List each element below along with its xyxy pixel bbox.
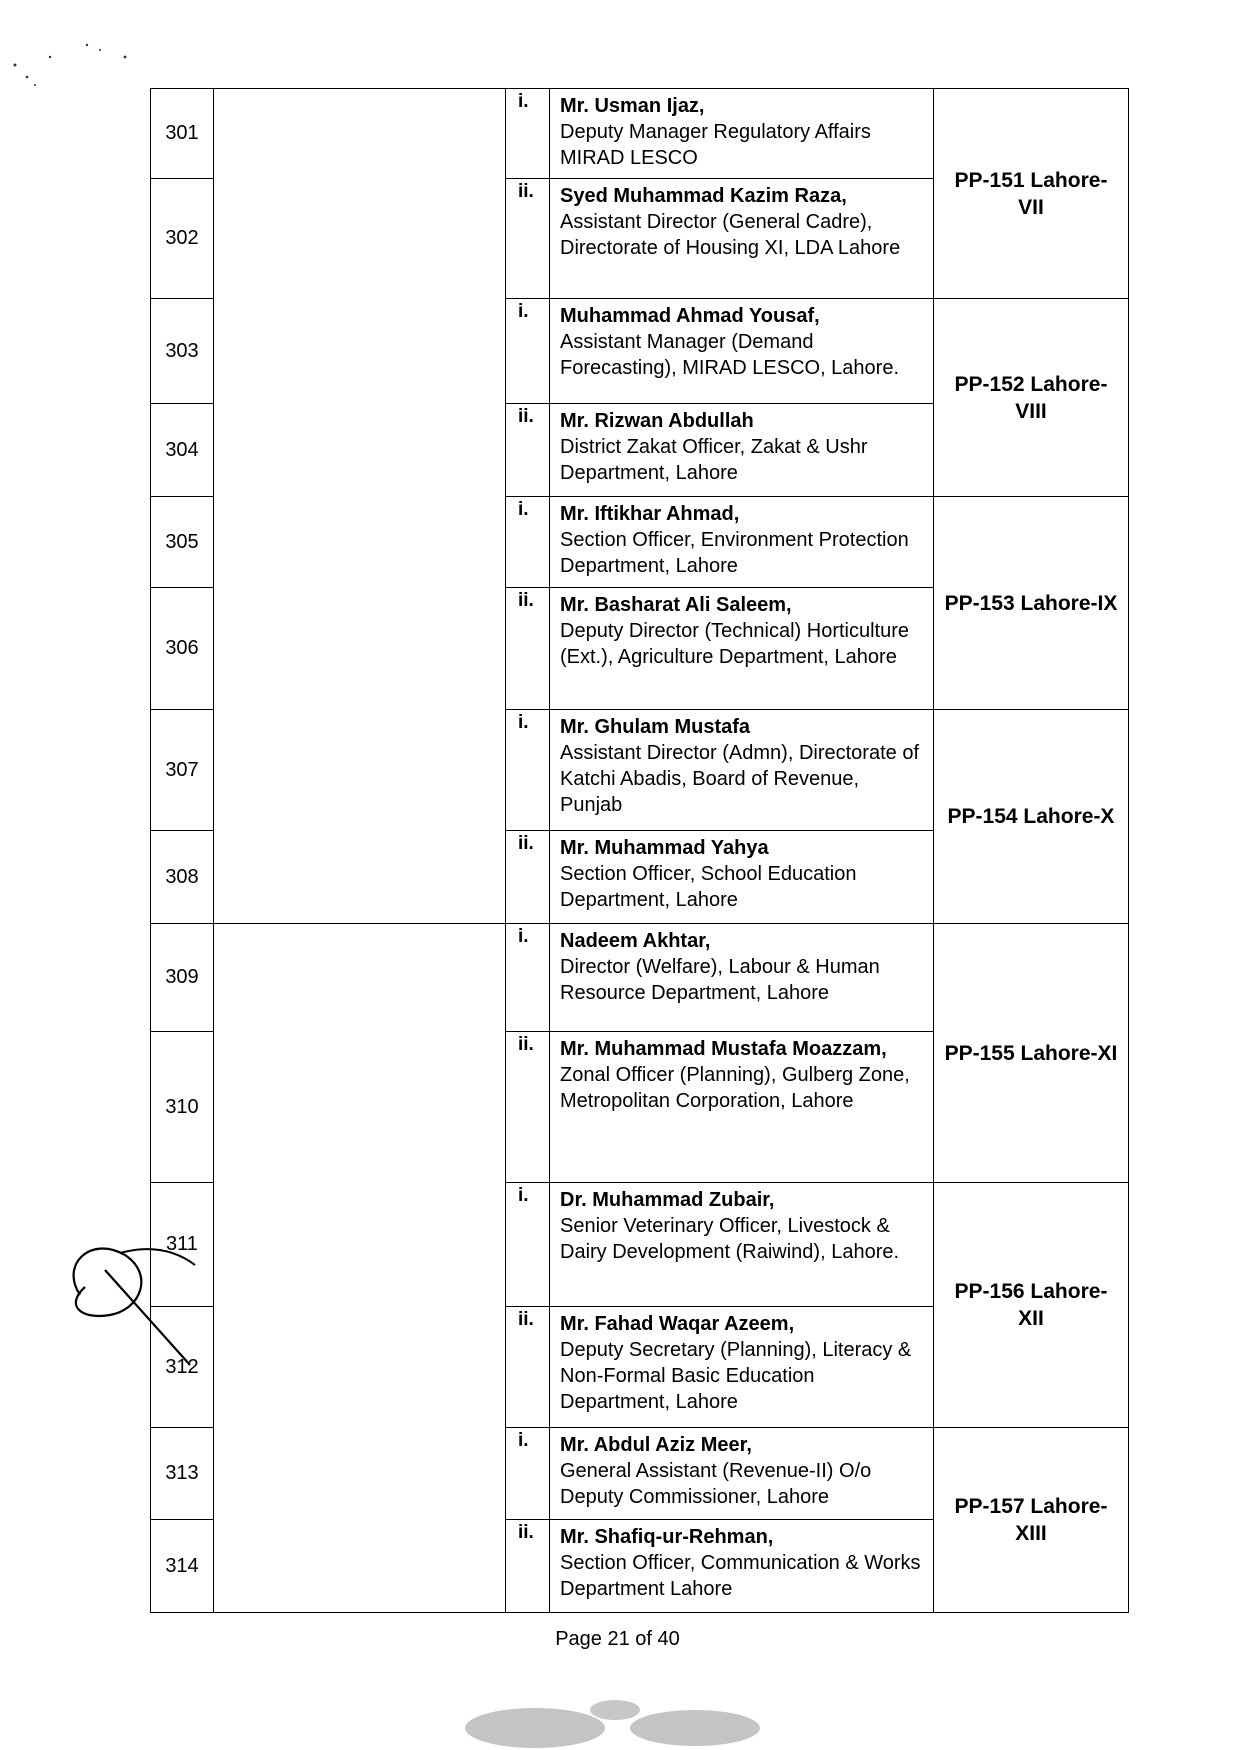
officer-name: Muhammad Ahmad Yousaf, <box>560 305 820 327</box>
officer-designation: Section Officer, School Education Department, Lahore <box>560 863 857 911</box>
officer-name: Mr. Muhammad Mustafa Moazzam, <box>560 1038 887 1060</box>
officer-name: Nadeem Akhtar, <box>560 930 711 952</box>
roman-numeral: ii. <box>506 1520 550 1613</box>
serial-number: 301 <box>151 89 214 179</box>
serial-number: 305 <box>151 497 214 588</box>
officer-cell <box>550 710 934 831</box>
serial-number: 307 <box>151 710 214 831</box>
serial-number: 314 <box>151 1520 214 1613</box>
serial-number: 313 <box>151 1428 214 1520</box>
serial-number: 310 <box>151 1032 214 1183</box>
officer-cell <box>550 179 934 299</box>
blank-cell <box>214 89 506 924</box>
constituency: PP-155 Lahore-XI <box>934 924 1129 1183</box>
officer-designation: Assistant Director (Admn), Directorate of Katchi Abadis, Board of Revenue, Punjab <box>560 742 919 816</box>
officer-name: Mr. Iftikhar Ahmad, <box>560 503 740 525</box>
roman-numeral: i. <box>506 497 550 588</box>
officer-cell <box>550 1428 934 1520</box>
officer-name: Syed Muhammad Kazim Raza, <box>560 185 847 207</box>
serial-number: 306 <box>151 588 214 710</box>
serial-number: 302 <box>151 179 214 299</box>
roman-numeral: i. <box>506 710 550 831</box>
officer-name: Mr. Fahad Waqar Azeem, <box>560 1313 795 1335</box>
officer-cell <box>550 831 934 924</box>
officer-designation: Senior Veterinary Officer, Livestock & Dairy Development (Raiwind), Lahore. <box>560 1215 900 1263</box>
roman-numeral: ii. <box>506 831 550 924</box>
stamp-smudge <box>455 1690 785 1750</box>
officer-name: Mr. Abdul Aziz Meer, <box>560 1434 752 1456</box>
officer-cell <box>550 1520 934 1613</box>
officer-name: Dr. Muhammad Zubair, <box>560 1189 775 1211</box>
serial-number: 309 <box>151 924 214 1032</box>
officer-designation: Deputy Director (Technical) Horticulture (Ext.), Agriculture Department, Lahore <box>560 620 910 668</box>
roman-numeral: ii. <box>506 404 550 497</box>
officer-name: Mr. Shafiq-ur-Rehman, <box>560 1526 774 1548</box>
constituency: PP-151 Lahore-VII <box>934 89 1129 299</box>
officer-name: Mr. Rizwan Abdullah <box>560 410 754 432</box>
officer-cell <box>550 404 934 497</box>
officer-designation: District Zakat Officer, Zakat & Ushr Department, Lahore <box>560 436 868 484</box>
officer-name: Mr. Muhammad Yahya <box>560 837 769 859</box>
constituency: PP-153 Lahore-IX <box>934 497 1129 710</box>
roman-numeral: i. <box>506 924 550 1032</box>
officer-name: Mr. Basharat Ali Saleem, <box>560 594 792 616</box>
officer-designation: Director (Welfare), Labour & Human Resource Department, Lahore <box>560 956 880 1004</box>
officer-cell <box>550 1032 934 1183</box>
officer-designation: Section Officer, Communication & Works Department Lahore <box>560 1552 921 1600</box>
officer-designation: General Assistant (Revenue-II) O/o Deputy Commissioner, Lahore <box>560 1460 872 1508</box>
page-footer: Page 21 of 40 <box>555 1628 680 1650</box>
serial-number: 312 <box>151 1307 214 1428</box>
constituency: PP-152 Lahore-VIII <box>934 299 1129 497</box>
constituency: PP-157 Lahore-XIII <box>934 1428 1129 1613</box>
officer-designation: Zonal Officer (Planning), Gulberg Zone, Metropolitan Corporation, Lahore <box>560 1064 910 1112</box>
officer-designation: Section Officer, Environment Protection Department, Lahore <box>560 529 909 577</box>
officers-table <box>150 88 1129 1613</box>
officer-name: Mr. Ghulam Mustafa <box>560 716 751 738</box>
officer-cell <box>550 588 934 710</box>
roman-numeral: ii. <box>506 1307 550 1428</box>
roman-numeral: i. <box>506 299 550 404</box>
officer-name: Mr. Usman Ijaz, <box>560 95 705 117</box>
roman-numeral: i. <box>506 1183 550 1307</box>
roman-numeral: i. <box>506 89 550 179</box>
roman-numeral: ii. <box>506 1032 550 1183</box>
serial-number: 308 <box>151 831 214 924</box>
scan-specks <box>5 35 135 95</box>
blank-cell <box>214 924 506 1613</box>
roman-numeral: ii. <box>506 588 550 710</box>
officer-cell <box>550 1183 934 1307</box>
roman-numeral: i. <box>506 1428 550 1520</box>
officer-cell <box>550 299 934 404</box>
constituency: PP-154 Lahore-X <box>934 710 1129 924</box>
officer-designation: Assistant Director (General Cadre), Directorate of Housing XI, LDA Lahore <box>560 211 901 259</box>
table-row <box>151 89 1129 179</box>
officer-designation: Deputy Manager Regulatory Affairs MIRAD LESCO <box>560 121 871 169</box>
table-row <box>151 924 1129 1032</box>
officer-cell <box>550 89 934 179</box>
roman-numeral: ii. <box>506 179 550 299</box>
officer-cell <box>550 924 934 1032</box>
serial-number: 311 <box>151 1183 214 1307</box>
officer-designation: Deputy Secretary (Planning), Literacy & Non-Formal Basic Education Department, Lahore <box>560 1339 912 1413</box>
officer-designation: Assistant Manager (Demand Forecasting), MIRAD LESCO, Lahore. <box>560 331 900 379</box>
signature-mark <box>50 1225 210 1385</box>
serial-number: 303 <box>151 299 214 404</box>
constituency: PP-156 Lahore-XII <box>934 1183 1129 1428</box>
officer-cell <box>550 497 934 588</box>
officer-cell <box>550 1307 934 1428</box>
serial-number: 304 <box>151 404 214 497</box>
